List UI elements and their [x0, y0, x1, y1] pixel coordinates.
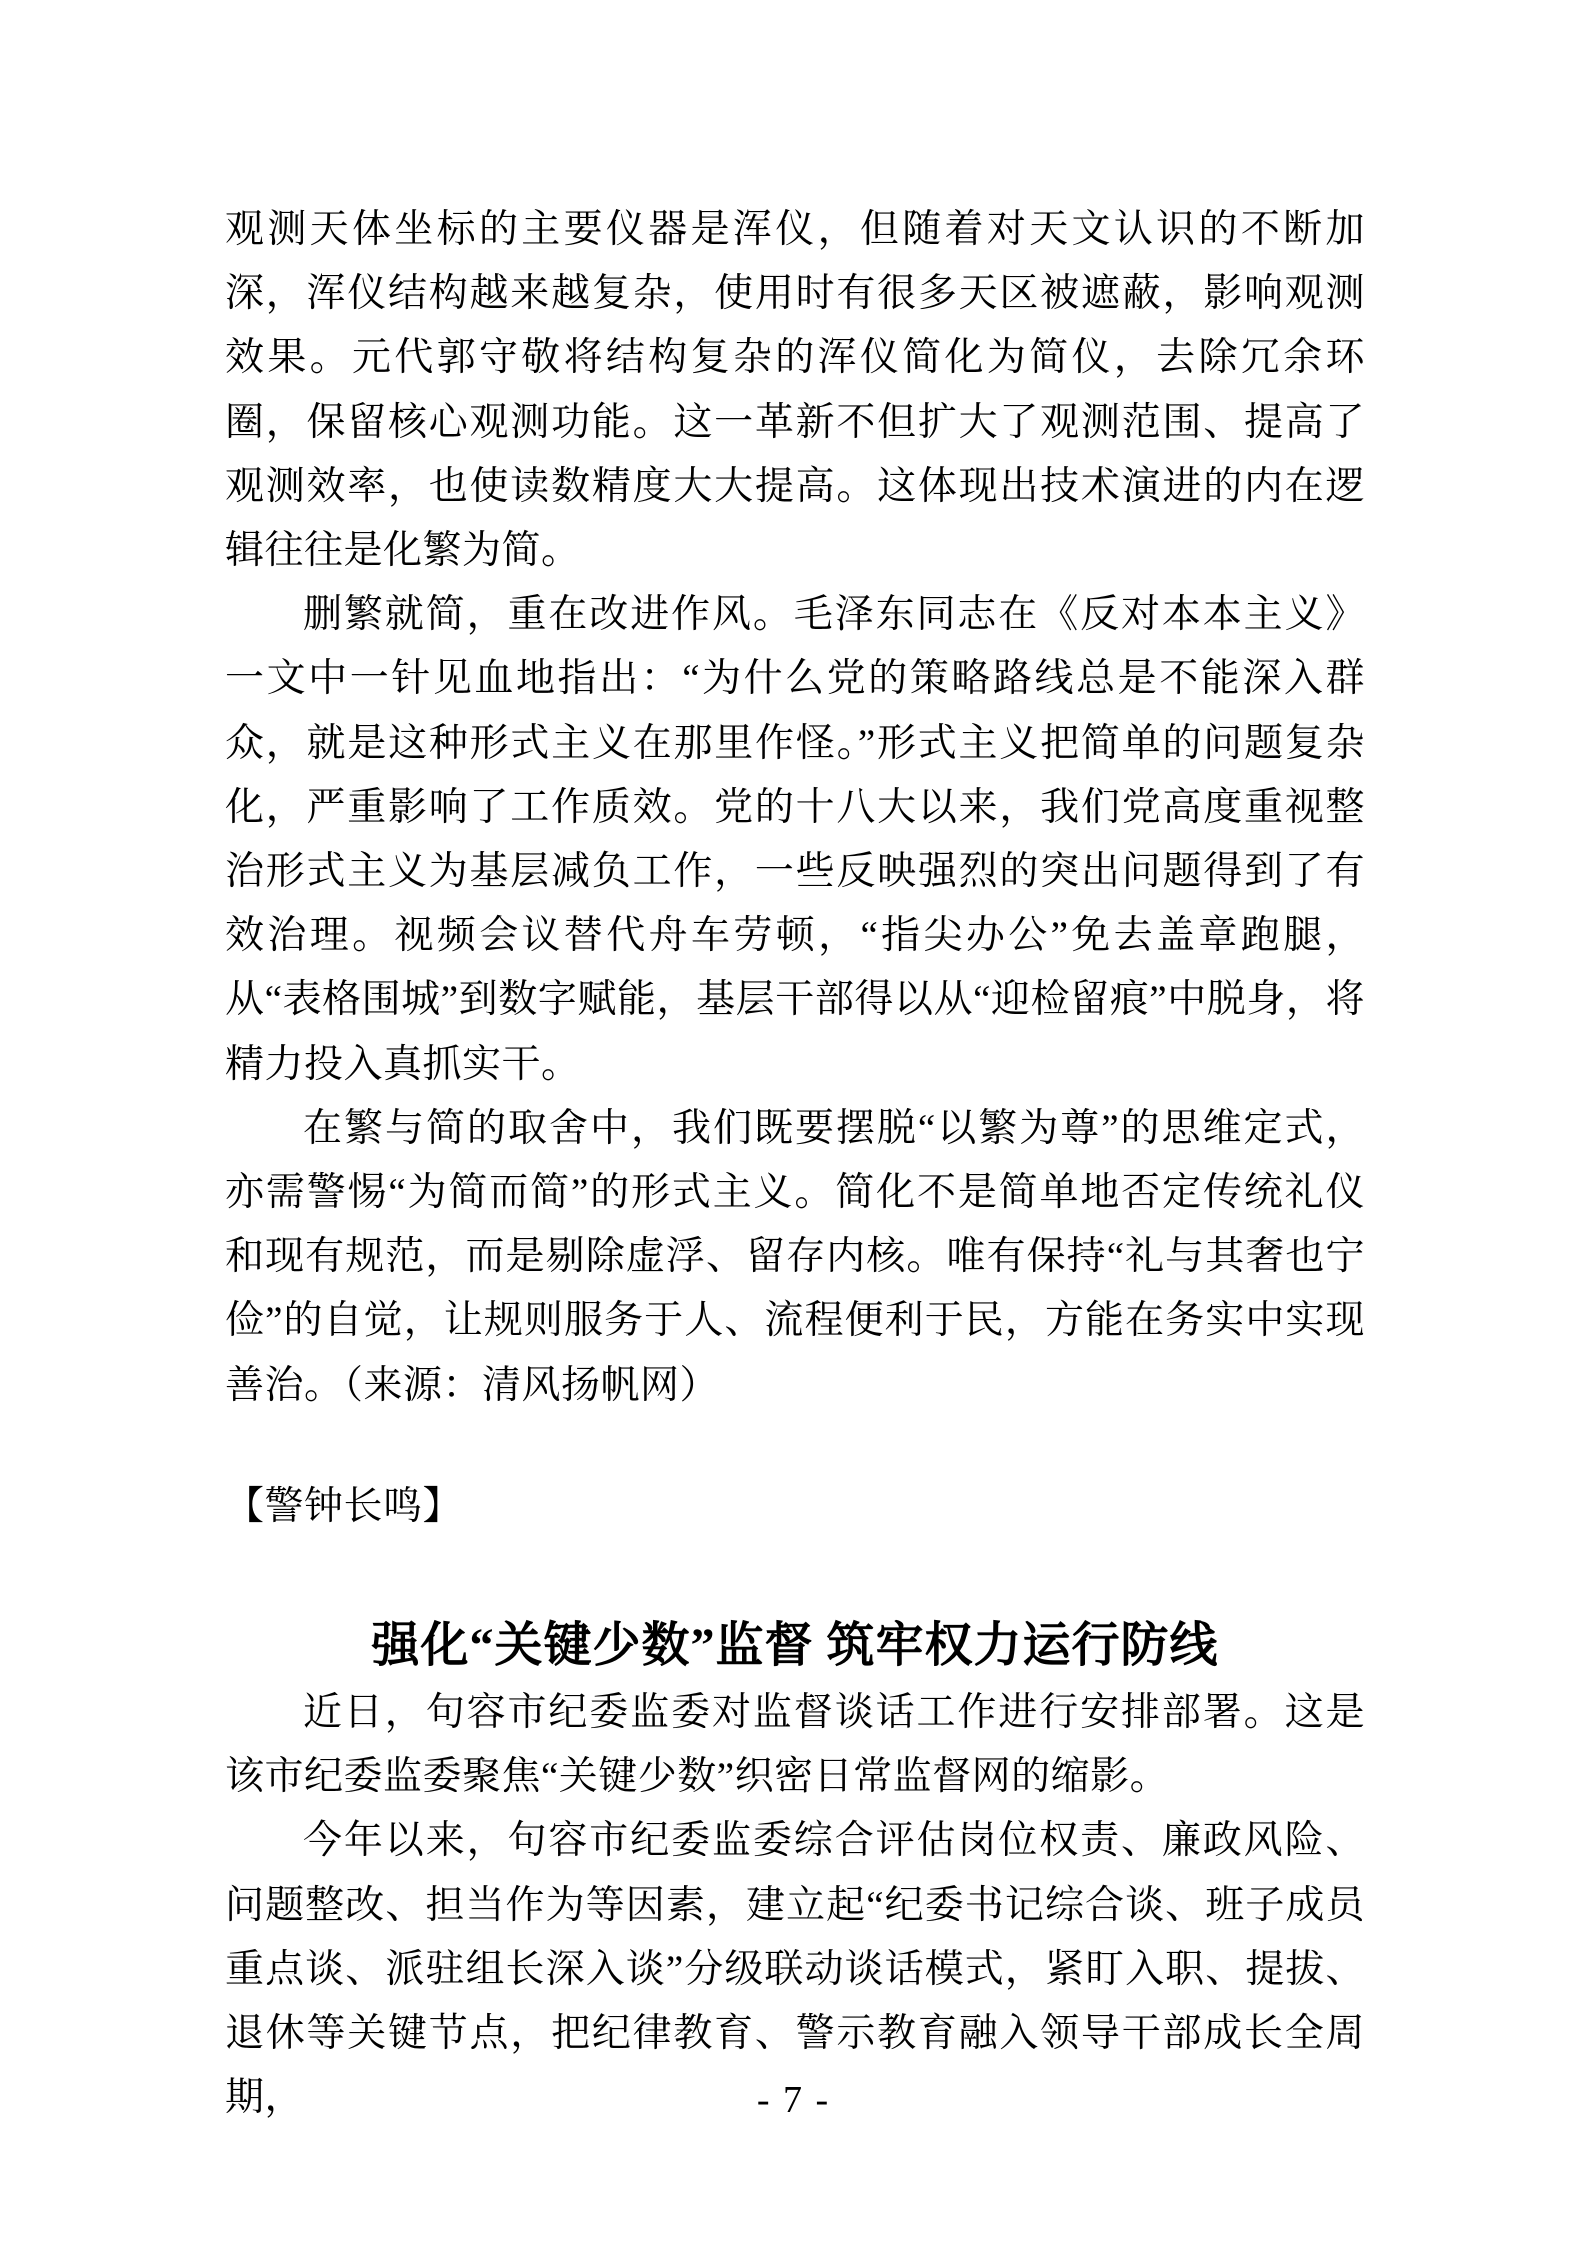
body-paragraph: 观测天体坐标的主要仪器是浑仪，但随着对天文认识的不断加深，浑仪结构越来越复杂，使用时有很多天区被遮蔽，影响观测效果。元代郭守敬将结构复杂的浑仪简化为简仪，去除冗余环圈，保留核心观测功能。这一革新不但扩大了观测范围、提高了观测效率，也使读数精度大大提高。这体现出技术演进的内在逻辑往往是化繁为简。 — [225, 208, 1365, 573]
article-paragraph: 近日，句容市纪委监委对监督谈话工作进行安排部署。这是该市纪委监委聚焦“关键少数”织密日常监督网的缩影。 — [225, 1691, 1365, 1799]
section-marker: 【警钟长鸣】 — [225, 1484, 463, 1528]
page-number: - 7 - — [756, 2079, 831, 2121]
body-paragraph: 在繁与简的取舍中，我们既要摆脱“以繁为尊”的思维定式，亦需警惕“为简而简”的形式主义。简化不是简单地否定传统礼仪和现有规范，而是剔除虚浮、留存内核。唯有保持“礼与其奢也宁俭”的自觉，让规则服务于人、流程便利于民，方能在务实中实现善治。（来源：清风扬帆网） — [225, 1106, 1365, 1407]
article-paragraph: 今年以来，句容市纪委监委综合评估岗位权责、廉政风险、问题整改、担当作为等因素，建立起“纪委书记综合谈、班子成员重点谈、派驻组长深入谈”分级联动谈话模式，紧盯入职、提拔、退休等关键节点，把纪律教育、警示教育融入领导干部成长全周期， — [225, 1819, 1365, 2120]
document-text-block — [225, 198, 1365, 2130]
body-paragraph: 删繁就简，重在改进作风。毛泽东同志在《反对本本主义》一文中一针见血地指出：“为什么党的策略路线总是不能深入群众，就是这种形式主义在那里作怪。”形式主义把简单的问题复杂化，严重影响了工作质效。党的十八大以来，我们党高度重视整治形式主义为基层减负工作，一些反映强烈的突出问题得到了有效治理。视频会议替代舟车劳顿，“指尖办公”免去盖章跑腿，从“表格围城”到数字赋能，基层干部得以从“迎检留痕”中脱身，将精力投入真抓实干。 — [225, 593, 1365, 1086]
article-title: 强化“关键少数”监督 筑牢权力运行防线 — [371, 1619, 1219, 1673]
